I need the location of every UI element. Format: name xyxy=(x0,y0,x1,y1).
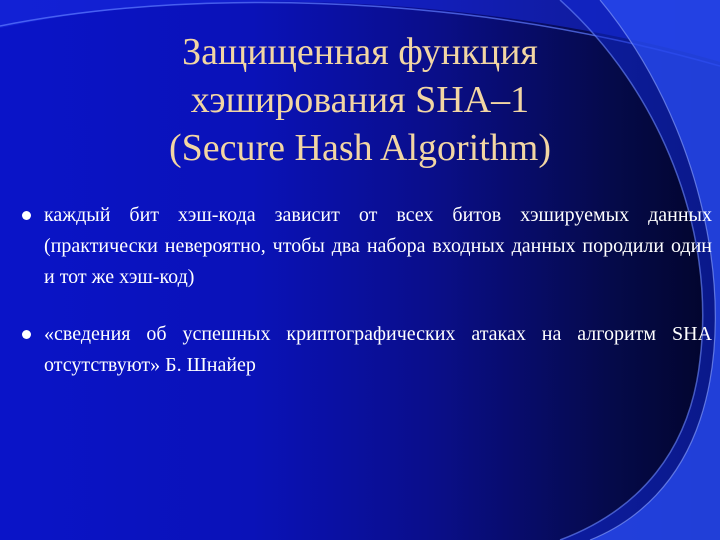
bullet-item xyxy=(22,200,712,293)
title-line-1: Защищенная функция xyxy=(182,31,538,73)
slide-title xyxy=(110,28,610,172)
bullet-dot-icon xyxy=(22,211,31,220)
bullet-text: каждый бит хэш-кода зависит от всех битов хэшируемых данных (практически невероятно, чтобы два набора входных данных породили один и тот же хэш-код) xyxy=(44,204,712,288)
bullet-item xyxy=(22,319,712,381)
title-line-2: хэширования SHA–1 xyxy=(190,79,530,121)
bullet-text: «сведения об успешных криптографических атаках на алгоритм SHA отсутствуют» Б. Шнайер xyxy=(44,323,712,376)
bullet-dot-icon xyxy=(22,330,31,339)
title-line-3: (Secure Hash Algorithm) xyxy=(168,127,552,169)
bullet-list xyxy=(22,200,712,381)
